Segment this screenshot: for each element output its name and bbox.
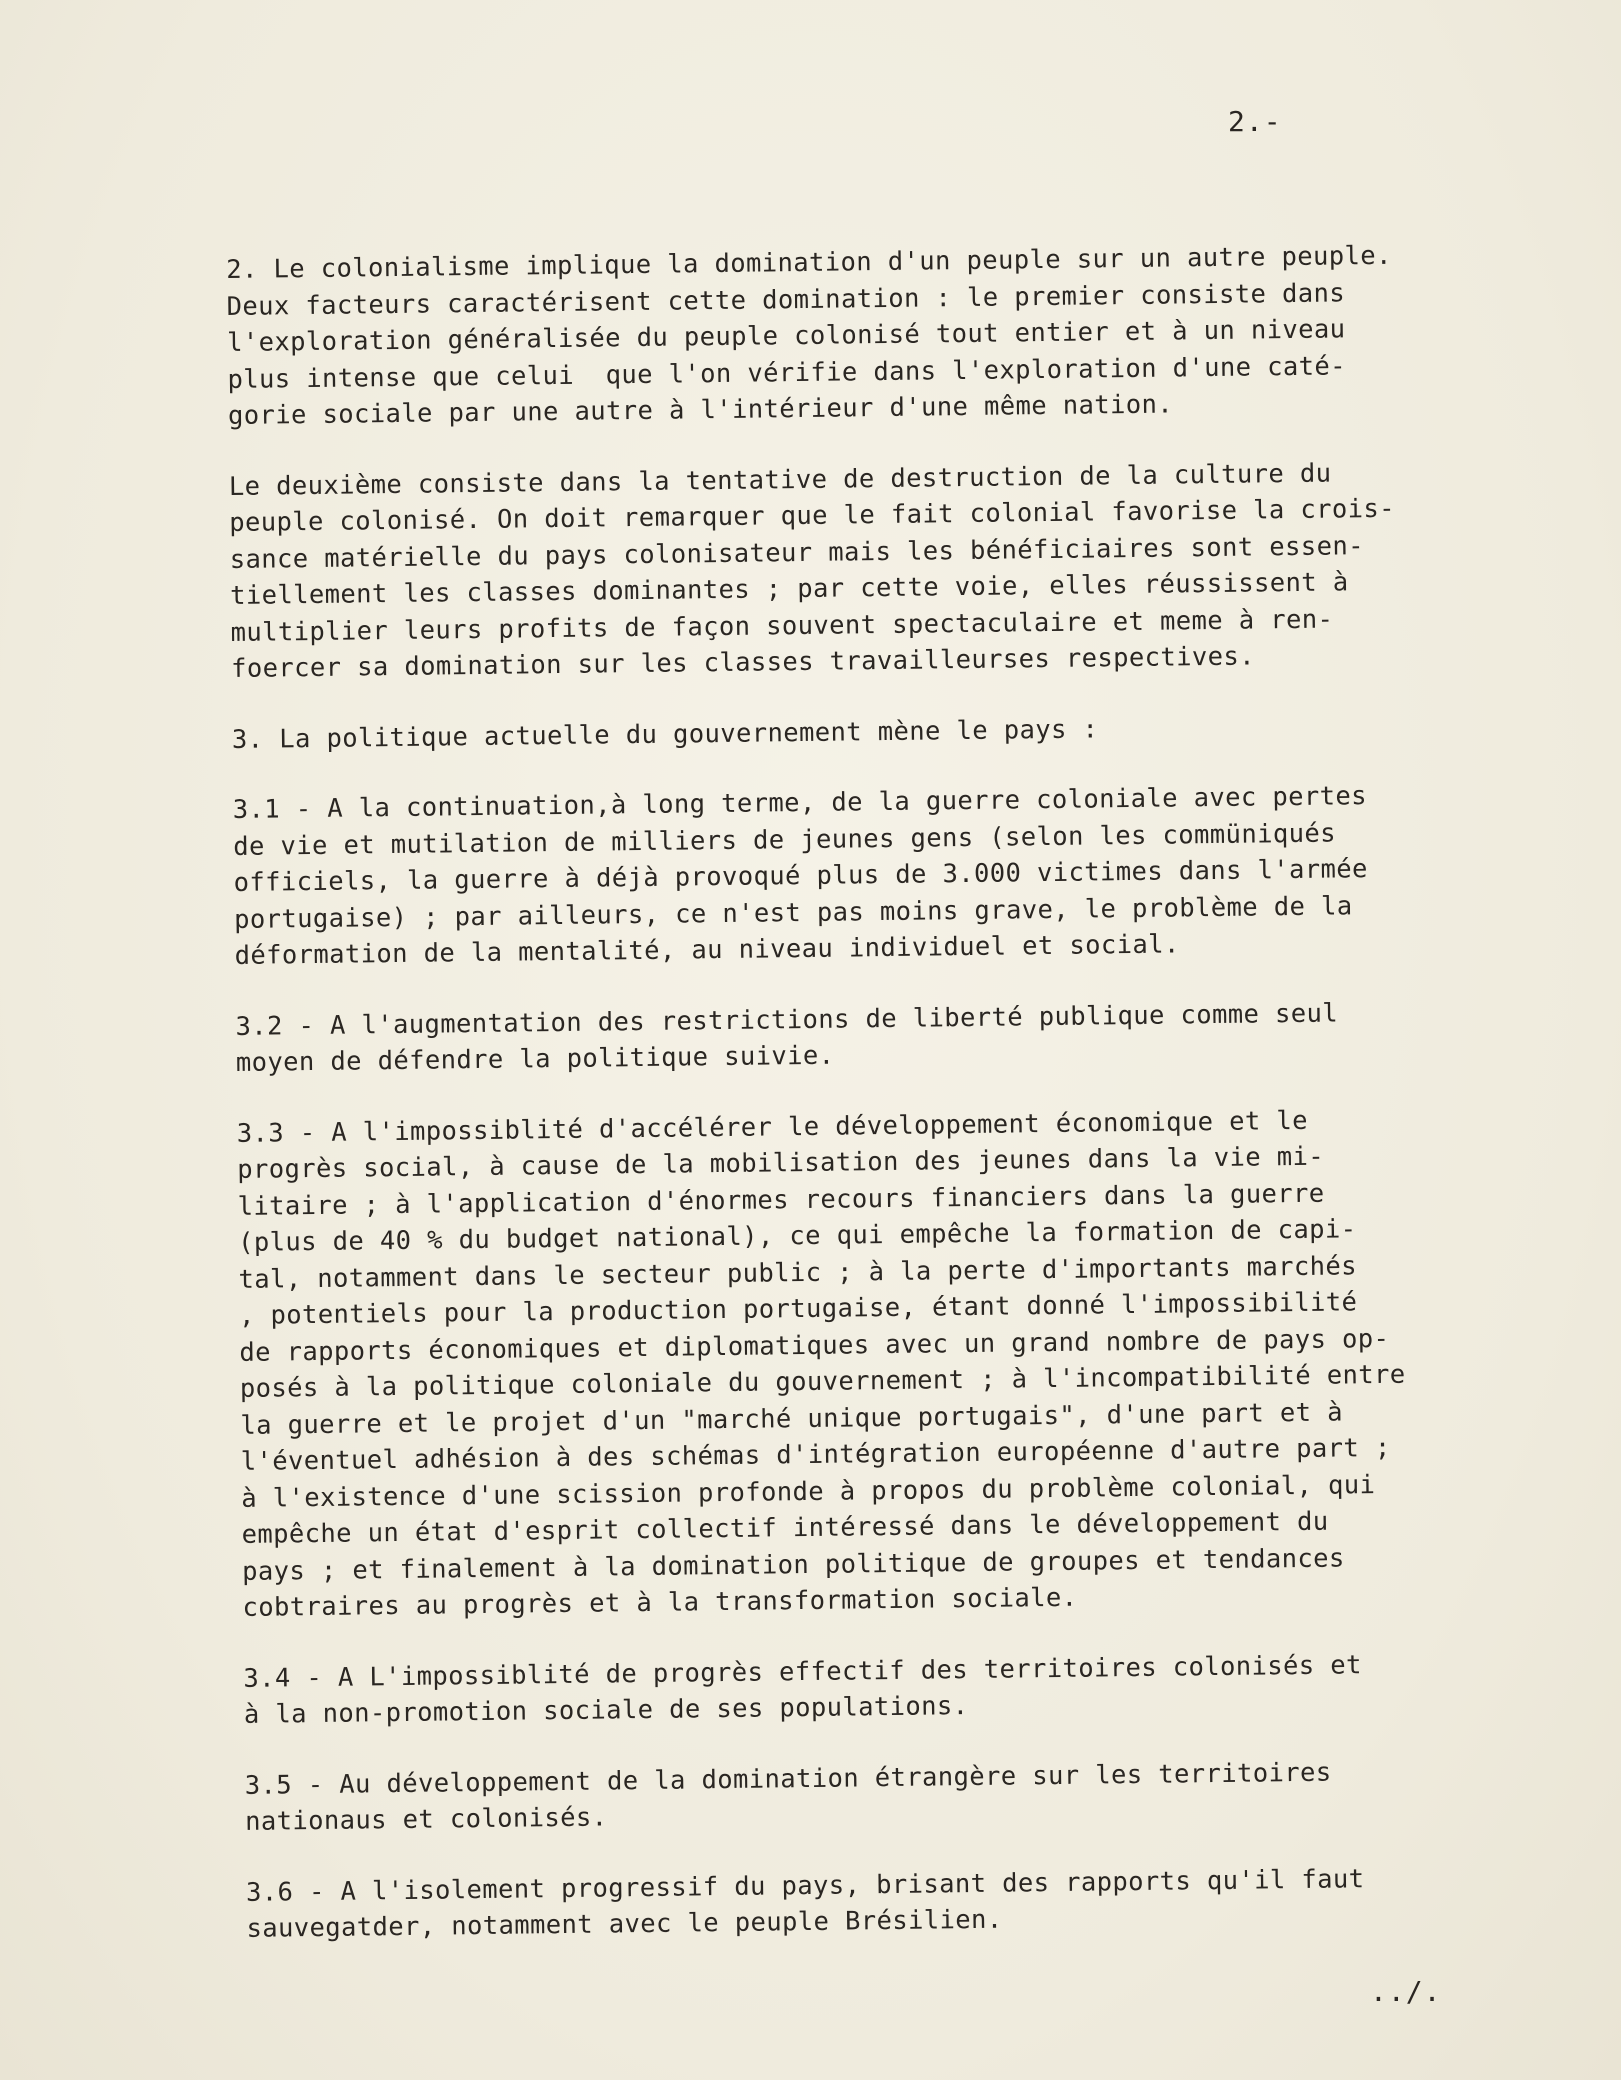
text-line: l'exploration généralisée du peuple colonisé tout entier et à un niveau [226, 314, 1346, 358]
text-line: moyen de défendre la politique suivie. [235, 1040, 835, 1078]
text-line: 3.1 - A la continuation,à long terme, de la guerre coloniale avec pertes [232, 781, 1368, 825]
text-line: 2. Le colonialisme implique la domination d'un peuple sur un autre peuple. [226, 240, 1392, 285]
text-line: multiplier leurs profits de façon souvent spectaculaire et meme à ren- [230, 604, 1334, 648]
text-line: 3.5 - Au développement de la domination étrangère sur les territoires [244, 1757, 1332, 1801]
text-line: tal, notamment dans le secteur public ; à la perte d'importants marchés [238, 1250, 1358, 1295]
text-line: 3.2 - A l'augmentation des restrictions de liberté publique comme seul [235, 997, 1339, 1042]
paragraph-3-4 [243, 1646, 1424, 1733]
text-line: la guerre et le projet d'un "marché unique portugais", d'une part et à [240, 1396, 1344, 1441]
text-line: 3.3 - A l'impossiblité d'accélérer le développement économique et le [236, 1105, 1309, 1149]
text-line: gorie sociale par une autre à l'intérieur d'une même nation. [227, 389, 1174, 431]
text-line: litaire ; à l'application d'énormes recours financiers dans la guerre [237, 1178, 1325, 1222]
paragraph-3-5 [245, 1753, 1426, 1840]
document-body [226, 238, 1427, 1982]
text-line: 3. La politique actuelle du gouvernement mène le pays : [231, 713, 1099, 755]
text-line: posés à la politique coloniale du gouvernement ; à l'incompatibilité entre [239, 1359, 1406, 1404]
text-line: plus intense que celui que l'on vérifie dans l'exploration d'une caté- [227, 350, 1347, 395]
text-line: foercer sa domination sur les classes travailleurses respectives. [230, 641, 1256, 684]
page-number: 2.- [1228, 105, 1282, 138]
paragraph-3-3 [237, 1101, 1423, 1626]
text-line: nationaus et colonisés. [244, 1802, 608, 1837]
text-line: de rapports économiques et diplomatiques avec un grand nombre de pays op- [239, 1323, 1390, 1368]
paragraph-2-colonialism [226, 238, 1408, 435]
text-line: déformation de la mentalité, au niveau individuel et social. [234, 929, 1180, 971]
text-line: Le deuxième consiste dans la tentative de destruction de la culture du [228, 458, 1332, 502]
text-line: (plus de 40 % du budget national), ce qui empêche la formation de capi- [237, 1214, 1357, 1258]
text-line: , potentiels pour la production portugaise, étant donné l'impossibilité [238, 1287, 1358, 1331]
paragraph-3-politique [232, 707, 1412, 758]
text-line: Deux facteurs caractérisent cette domination : le premier consiste dans [226, 277, 1346, 322]
text-line: tiellement les classes dominantes ; par cette voie, elles réussissent à [230, 567, 1349, 611]
text-line: l'éventuel adhésion à des schémas d'intégration européenne d'autre part ; [240, 1432, 1391, 1477]
text-line: cobtraires au progrès et à la transformation sociale. [242, 1582, 1078, 1623]
text-line: 3.4 - A L'impossiblité de progrès effectif des territoires colonisés et [243, 1649, 1362, 1694]
text-line: de vie et mutilation de milliers de jeunes gens (selon les commüniqués [233, 817, 1337, 862]
text-line: à la non-promotion sociale de ses populations. [243, 1691, 969, 1730]
continuation-mark: ../. [1370, 1975, 1442, 2008]
paragraph-3-2 [235, 994, 1416, 1081]
text-line: portugaise) ; par ailleurs, ce n'est pas moins grave, le problème de la [233, 890, 1353, 935]
text-line: 3.6 - A l'isolement progressif du pays, brisant des rapports qu'il faut [245, 1863, 1365, 1908]
text-line: empêche un état d'esprit collectif intéressé dans le développement du [241, 1506, 1329, 1550]
text-line: officiels, la guerre à déjà provoqué plus de 3.000 victimes dans l'armée [233, 854, 1368, 898]
text-line: à l'existence d'une scission profonde à propos du problème colonial, qui [241, 1469, 1376, 1514]
paragraph-3-6 [246, 1860, 1427, 1947]
text-line: progrès social, à cause de la mobilisation des jeunes dans la vie mi- [237, 1141, 1325, 1185]
paragraph-deuxieme [229, 454, 1412, 687]
text-line: peuple colonisé. On doit remarquer que le fait colonial favorise la crois- [229, 493, 1396, 538]
text-line: pays ; et finalement à la domination politique de groupes et tendances [241, 1542, 1345, 1587]
text-line: sauvegatder, notamment avec le peuple Brésilien. [246, 1904, 1003, 1944]
text-line: sance matérielle du pays colonisateur mais les bénéficiaires sont essen- [229, 530, 1365, 575]
paragraph-3-1 [233, 778, 1415, 975]
